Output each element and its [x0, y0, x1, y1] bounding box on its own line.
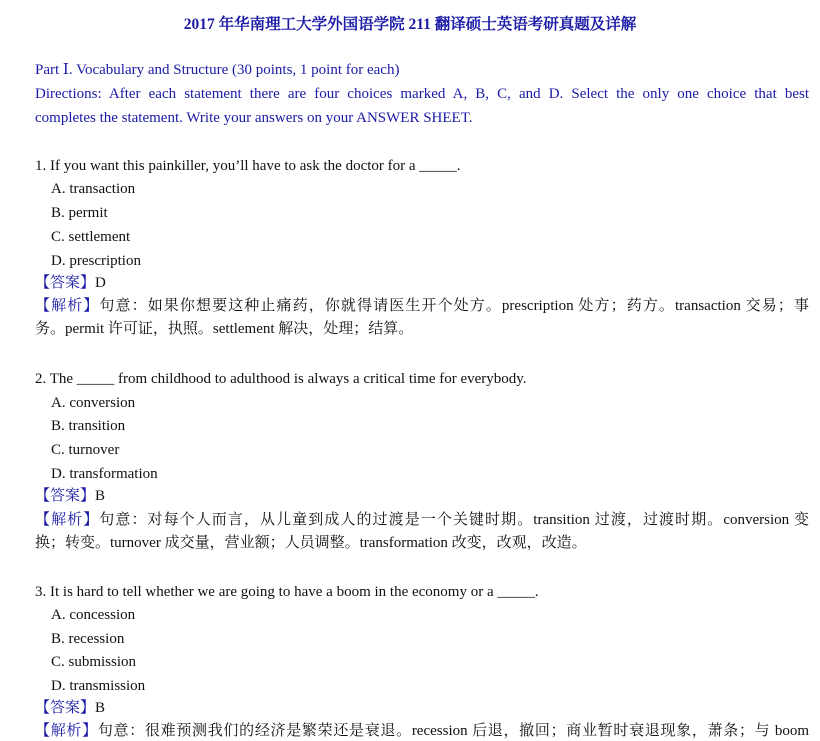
question-1-answer [35, 273, 106, 293]
question-3-analysis-text-1: 句意：很难预测我们的经济是繁荣还是衰退。recession 后退，撤回；商业暂时衰退现象，萧条；与 boom [97, 723, 809, 739]
question-2-analysis-line-2: 换；转变。turnover 成交量，营业额；人员调整。transformation 改变，改观，改造。 [35, 535, 587, 551]
question-2-answer-value: B [95, 488, 106, 504]
question-1-option-a: A. transaction [51, 181, 136, 197]
question-3-analysis-line-1 [35, 721, 809, 741]
question-2-analysis-line-1 [35, 510, 809, 530]
answer-tag: 【答案】 [35, 700, 96, 716]
part-heading: Part Ⅰ. Vocabulary and Structure (30 points, 1 point for each) [35, 62, 400, 78]
question-2-stem: 2. The _____ from childhood to adulthood is always a critical time for everybody. [35, 371, 527, 387]
question-2-analysis-text-1: 句意：对每个人而言，从儿童到成人的过渡是一个关键时期。transition 过渡，过渡时期。conversion 变 [99, 512, 809, 528]
analysis-tag: 【解析】 [35, 298, 100, 314]
question-3-option-c: C. submission [51, 654, 137, 670]
analysis-tag: 【解析】 [35, 723, 98, 739]
directions-line-1: Directions: After each statement there are four choices marked A, B, C, and D. Select the only one choice that best [35, 86, 809, 102]
question-2-option-b: B. transition [51, 418, 126, 434]
question-1-option-c: C. settlement [51, 229, 131, 245]
question-2-option-c: C. turnover [51, 442, 120, 458]
question-1-analysis-text-1: 句意：如果你想要这种止痛药，你就得请医生开个处方。prescription 处方；药方。transaction 交易；事 [99, 298, 809, 314]
answer-tag: 【答案】 [35, 488, 96, 504]
question-3-option-a: A. concession [51, 607, 136, 623]
question-3-answer-value: B [95, 700, 106, 716]
question-1-option-d: D. prescription [51, 253, 141, 269]
question-2-option-a: A. conversion [51, 395, 136, 411]
question-1-analysis-line-2: 务。permit 许可证，执照。settlement 解决，处理；结算。 [35, 321, 414, 337]
question-3-answer [35, 698, 105, 718]
question-3-option-d: D. transmission [51, 678, 146, 694]
question-2-answer [35, 486, 105, 506]
question-2-option-d: D. transformation [51, 466, 158, 482]
question-3-stem: 3. It is hard to tell whether we are going to have a boom in the economy or a _____. [35, 584, 539, 600]
document-title: 2017 年华南理工大学外国语学院 211 翻译硕士英语考研真题及详解 [183, 16, 637, 33]
answer-tag: 【答案】 [35, 275, 96, 291]
question-1-answer-value: D [95, 275, 106, 291]
question-3-option-b: B. recession [51, 631, 125, 647]
analysis-tag: 【解析】 [35, 512, 100, 528]
question-1-stem: 1. If you want this painkiller, you’ll have to ask the doctor for a _____. [35, 158, 461, 174]
directions-line-2: completes the statement. Write your answers on your ANSWER SHEET. [35, 110, 473, 126]
question-1-analysis-line-1 [35, 296, 809, 316]
question-1-option-b: B. permit [51, 205, 108, 221]
